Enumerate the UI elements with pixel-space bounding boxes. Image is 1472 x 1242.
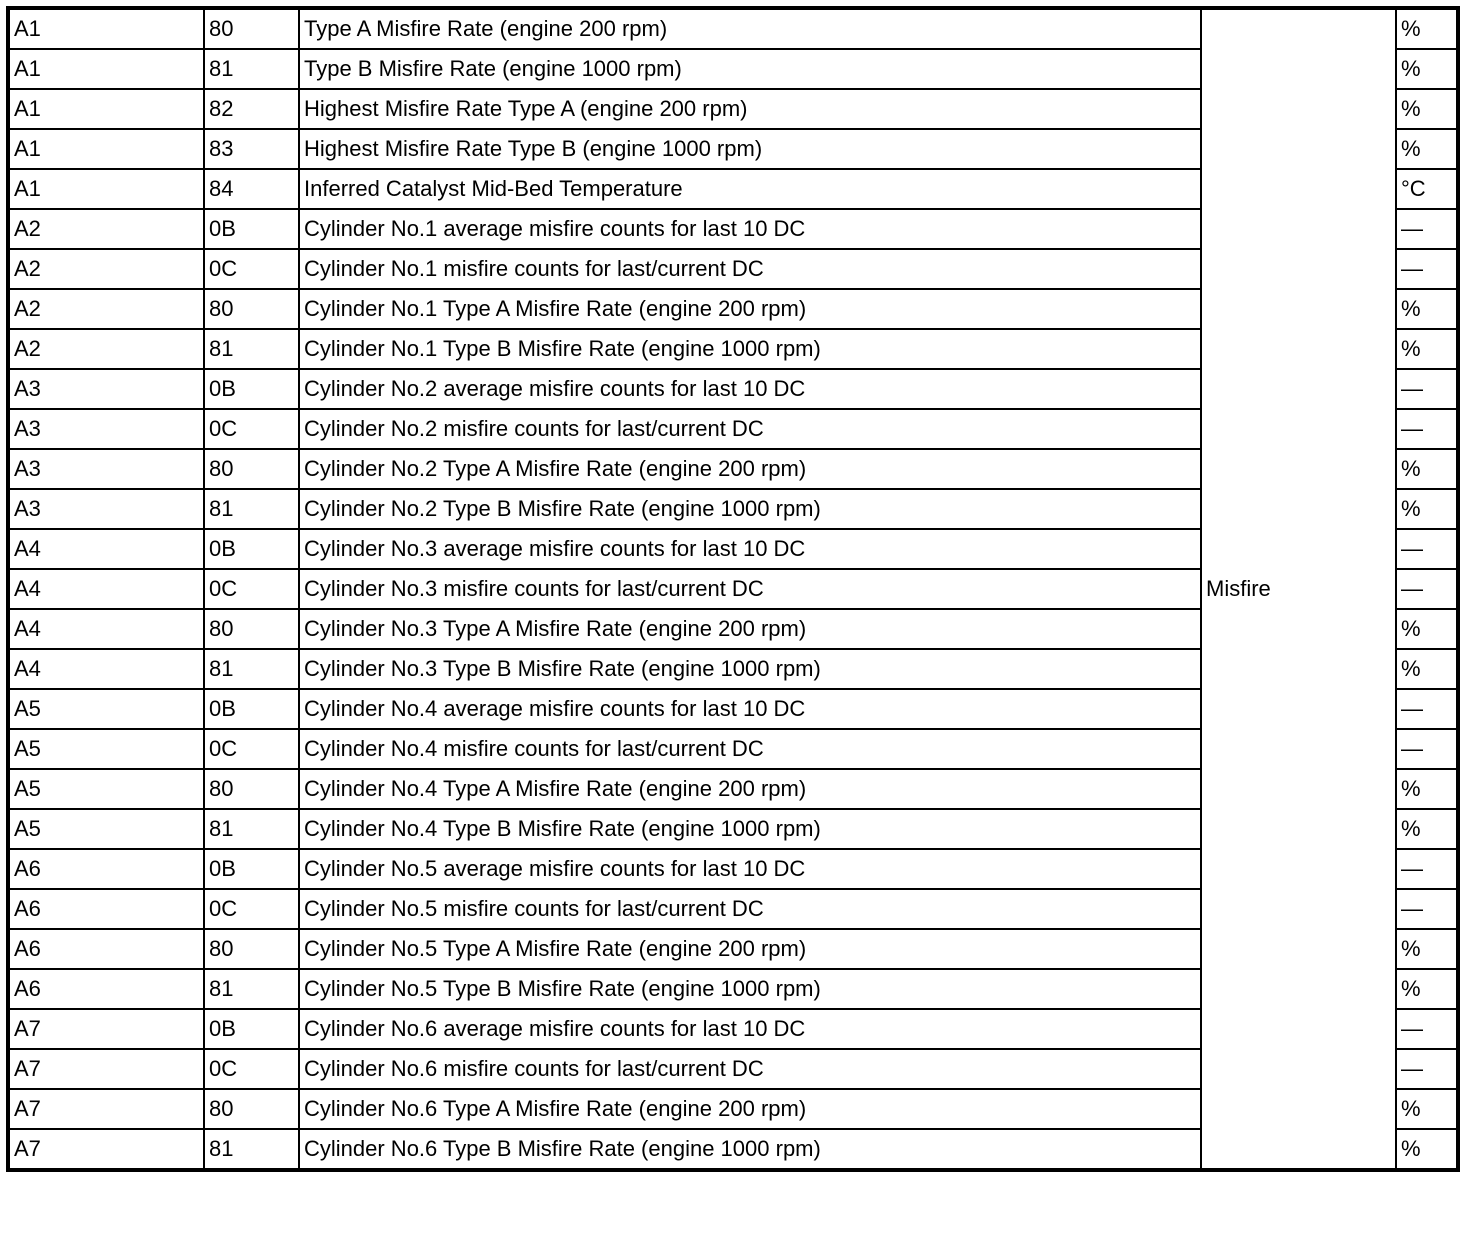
unit-cell: — <box>1396 889 1458 929</box>
description-cell: Cylinder No.6 misfire counts for last/current DC <box>299 1049 1201 1089</box>
component-id-cell: 80 <box>204 609 299 649</box>
test-id-cell: A1 <box>8 89 204 129</box>
unit-cell: — <box>1396 1009 1458 1049</box>
table-body <box>8 8 1458 1170</box>
test-id-cell: A4 <box>8 569 204 609</box>
unit-cell: — <box>1396 409 1458 449</box>
description-cell: Type A Misfire Rate (engine 200 rpm) <box>299 8 1201 49</box>
component-id-cell: 81 <box>204 1129 299 1170</box>
description-cell: Cylinder No.3 Type A Misfire Rate (engine 200 rpm) <box>299 609 1201 649</box>
component-id-cell: 0C <box>204 249 299 289</box>
description-cell: Cylinder No.6 Type A Misfire Rate (engine 200 rpm) <box>299 1089 1201 1129</box>
monitor-group-cell: Misfire <box>1201 8 1396 1170</box>
description-cell: Type B Misfire Rate (engine 1000 rpm) <box>299 49 1201 89</box>
component-id-cell: 81 <box>204 49 299 89</box>
component-id-cell: 81 <box>204 329 299 369</box>
unit-cell: — <box>1396 569 1458 609</box>
test-id-cell: A6 <box>8 849 204 889</box>
component-id-cell: 82 <box>204 89 299 129</box>
component-id-cell: 0B <box>204 529 299 569</box>
component-id-cell: 0B <box>204 849 299 889</box>
unit-cell: % <box>1396 289 1458 329</box>
test-id-cell: A1 <box>8 169 204 209</box>
unit-cell: — <box>1396 209 1458 249</box>
test-id-cell: A5 <box>8 689 204 729</box>
unit-cell: — <box>1396 249 1458 289</box>
description-cell: Cylinder No.2 Type A Misfire Rate (engine 200 rpm) <box>299 449 1201 489</box>
component-id-cell: 81 <box>204 649 299 689</box>
description-cell: Cylinder No.4 Type B Misfire Rate (engine 1000 rpm) <box>299 809 1201 849</box>
description-cell: Cylinder No.6 average misfire counts for last 10 DC <box>299 1009 1201 1049</box>
description-cell: Cylinder No.5 Type A Misfire Rate (engine 200 rpm) <box>299 929 1201 969</box>
test-id-cell: A1 <box>8 8 204 49</box>
description-cell: Cylinder No.5 Type B Misfire Rate (engine 1000 rpm) <box>299 969 1201 1009</box>
unit-cell: % <box>1396 649 1458 689</box>
component-id-cell: 80 <box>204 449 299 489</box>
test-id-cell: A3 <box>8 409 204 449</box>
description-cell: Cylinder No.5 average misfire counts for last 10 DC <box>299 849 1201 889</box>
description-cell: Cylinder No.4 average misfire counts for last 10 DC <box>299 689 1201 729</box>
component-id-cell: 80 <box>204 929 299 969</box>
test-id-cell: A6 <box>8 929 204 969</box>
component-id-cell: 0C <box>204 729 299 769</box>
component-id-cell: 80 <box>204 8 299 49</box>
unit-cell: % <box>1396 329 1458 369</box>
unit-cell: % <box>1396 8 1458 49</box>
description-cell: Cylinder No.3 misfire counts for last/current DC <box>299 569 1201 609</box>
component-id-cell: 80 <box>204 1089 299 1129</box>
component-id-cell: 0B <box>204 369 299 409</box>
component-id-cell: 0C <box>204 1049 299 1089</box>
test-id-cell: A5 <box>8 729 204 769</box>
test-id-cell: A7 <box>8 1049 204 1089</box>
test-id-cell: A4 <box>8 649 204 689</box>
test-id-cell: A2 <box>8 289 204 329</box>
unit-cell: % <box>1396 969 1458 1009</box>
test-id-cell: A7 <box>8 1009 204 1049</box>
test-id-cell: A1 <box>8 49 204 89</box>
misfire-parameter-table <box>6 6 1460 1172</box>
unit-cell: % <box>1396 489 1458 529</box>
test-id-cell: A2 <box>8 329 204 369</box>
test-id-cell: A6 <box>8 969 204 1009</box>
unit-cell: — <box>1396 1049 1458 1089</box>
description-cell: Inferred Catalyst Mid-Bed Temperature <box>299 169 1201 209</box>
description-cell: Cylinder No.5 misfire counts for last/current DC <box>299 889 1201 929</box>
test-id-cell: A7 <box>8 1089 204 1129</box>
description-cell: Cylinder No.6 Type B Misfire Rate (engine 1000 rpm) <box>299 1129 1201 1170</box>
component-id-cell: 80 <box>204 769 299 809</box>
test-id-cell: A3 <box>8 369 204 409</box>
test-id-cell: A3 <box>8 489 204 529</box>
component-id-cell: 0C <box>204 409 299 449</box>
unit-cell: % <box>1396 769 1458 809</box>
description-cell: Cylinder No.1 Type B Misfire Rate (engine 1000 rpm) <box>299 329 1201 369</box>
description-cell: Cylinder No.4 Type A Misfire Rate (engine 200 rpm) <box>299 769 1201 809</box>
component-id-cell: 0B <box>204 689 299 729</box>
description-cell: Cylinder No.2 misfire counts for last/current DC <box>299 409 1201 449</box>
unit-cell: — <box>1396 369 1458 409</box>
component-id-cell: 0B <box>204 1009 299 1049</box>
description-cell: Highest Misfire Rate Type A (engine 200 rpm) <box>299 89 1201 129</box>
table-row <box>8 8 1458 49</box>
test-id-cell: A4 <box>8 609 204 649</box>
component-id-cell: 81 <box>204 969 299 1009</box>
description-cell: Cylinder No.1 misfire counts for last/current DC <box>299 249 1201 289</box>
description-cell: Cylinder No.1 Type A Misfire Rate (engine 200 rpm) <box>299 289 1201 329</box>
test-id-cell: A1 <box>8 129 204 169</box>
unit-cell: — <box>1396 729 1458 769</box>
unit-cell: — <box>1396 689 1458 729</box>
component-id-cell: 81 <box>204 489 299 529</box>
component-id-cell: 0C <box>204 569 299 609</box>
component-id-cell: 80 <box>204 289 299 329</box>
unit-cell: % <box>1396 809 1458 849</box>
unit-cell: % <box>1396 1089 1458 1129</box>
test-id-cell: A2 <box>8 209 204 249</box>
component-id-cell: 84 <box>204 169 299 209</box>
unit-cell: % <box>1396 49 1458 89</box>
component-id-cell: 0C <box>204 889 299 929</box>
description-cell: Cylinder No.2 average misfire counts for last 10 DC <box>299 369 1201 409</box>
unit-cell: % <box>1396 1129 1458 1170</box>
unit-cell: % <box>1396 89 1458 129</box>
test-id-cell: A5 <box>8 769 204 809</box>
description-cell: Cylinder No.3 average misfire counts for last 10 DC <box>299 529 1201 569</box>
test-id-cell: A2 <box>8 249 204 289</box>
unit-cell: % <box>1396 609 1458 649</box>
description-cell: Cylinder No.1 average misfire counts for last 10 DC <box>299 209 1201 249</box>
test-id-cell: A5 <box>8 809 204 849</box>
test-id-cell: A7 <box>8 1129 204 1170</box>
description-cell: Cylinder No.4 misfire counts for last/current DC <box>299 729 1201 769</box>
description-cell: Cylinder No.3 Type B Misfire Rate (engine 1000 rpm) <box>299 649 1201 689</box>
component-id-cell: 83 <box>204 129 299 169</box>
description-cell: Highest Misfire Rate Type B (engine 1000 rpm) <box>299 129 1201 169</box>
unit-cell: °C <box>1396 169 1458 209</box>
test-id-cell: A4 <box>8 529 204 569</box>
test-id-cell: A6 <box>8 889 204 929</box>
unit-cell: % <box>1396 449 1458 489</box>
unit-cell: — <box>1396 849 1458 889</box>
test-id-cell: A3 <box>8 449 204 489</box>
unit-cell: % <box>1396 129 1458 169</box>
component-id-cell: 0B <box>204 209 299 249</box>
unit-cell: % <box>1396 929 1458 969</box>
description-cell: Cylinder No.2 Type B Misfire Rate (engine 1000 rpm) <box>299 489 1201 529</box>
component-id-cell: 81 <box>204 809 299 849</box>
unit-cell: — <box>1396 529 1458 569</box>
